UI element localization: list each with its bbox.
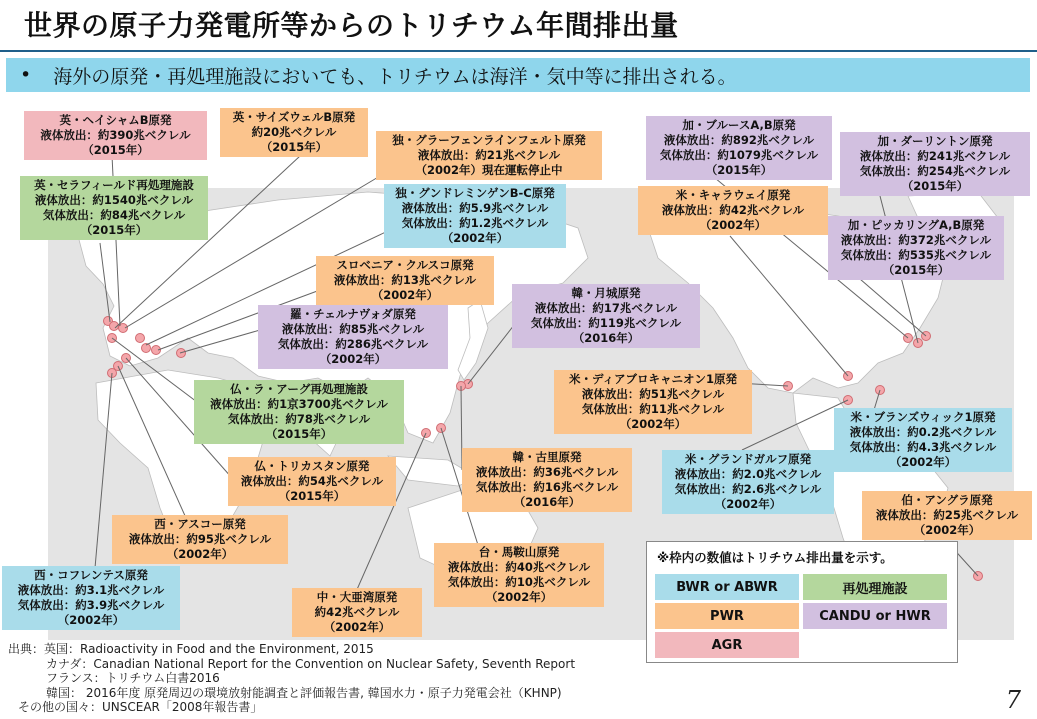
callout-title: 仏・トリカスタン原発	[254, 459, 370, 473]
marker-gundremmingen	[142, 344, 151, 353]
marker-tricastin	[122, 354, 131, 363]
marker-brunswick	[876, 386, 885, 395]
callout-year: （2002年）	[371, 288, 439, 302]
marker-bruce	[904, 334, 913, 343]
callout-year: （2002年）	[619, 417, 687, 431]
marker-cofrentes	[108, 369, 117, 378]
callout-line: 液体放出：約54兆ベクレル	[240, 474, 384, 488]
marker-pickering	[922, 332, 931, 341]
banner-text: 海外の原発・再処理施設においても、トリチウムは海洋・気中等に排出される。	[53, 65, 737, 88]
callout-line: 気体放出：約1079兆ベクレル	[659, 148, 819, 162]
legend-note: ※枠内の数値はトリチウム排出量を示す。	[657, 550, 893, 565]
callout-line: 約20兆ベクレル	[251, 125, 337, 139]
callout-title: 中・大亜湾原発	[316, 590, 398, 604]
callout-line: 気体放出：約254兆ベクレル	[859, 164, 1011, 178]
legend-pwr: PWR	[655, 603, 799, 629]
callout-year: （2015年）	[80, 223, 148, 237]
callout-line: 気体放出：約1.2兆ベクレル	[401, 216, 549, 230]
callout-title: 羅・チェルナヴォダ原発	[290, 307, 416, 321]
callout-title: 伯・アングラ原発	[901, 493, 993, 507]
callout-title: 米・ディアブロキャニオン1原発	[568, 372, 738, 386]
callout-maanshan	[434, 543, 604, 607]
marker-callaway	[844, 372, 853, 381]
callout-year: （2002年）	[166, 547, 234, 561]
callout-year: （2002年）	[319, 352, 387, 366]
page-title: 世界の原子力発電所等からのトリチウム年間排出量	[24, 9, 679, 42]
callout-krsko	[316, 256, 494, 305]
callout-line: 液体放出：約95兆ベクレル	[128, 532, 272, 546]
callout-kori	[462, 448, 632, 512]
callout-darlington	[840, 132, 1030, 196]
summary-banner	[6, 58, 1030, 92]
marker-heysham	[110, 322, 119, 331]
callout-title: 米・キャラウェイ原発	[675, 188, 791, 202]
callout-title: 英・ヘイシャムB原発	[59, 113, 172, 127]
legend	[646, 541, 958, 663]
callout-line: 液体放出：約13兆ベクレル	[333, 273, 477, 287]
callout-title: 加・ピッカリングA,B原発	[847, 218, 985, 232]
callout-line: 液体放出：約40兆ベクレル	[447, 560, 591, 574]
callout-daya	[292, 588, 422, 637]
marker-maanshan	[437, 424, 446, 433]
callout-sizewell	[220, 108, 368, 157]
callout-year: （2015年）	[260, 140, 328, 154]
legend-agr: AGR	[655, 632, 799, 658]
callout-line: 気体放出：約2.6兆ベクレル	[674, 482, 822, 496]
callout-gundremmingen	[384, 184, 566, 248]
callout-bruce	[646, 116, 832, 180]
callout-title: 英・セラフィールド再処理施設	[34, 178, 194, 192]
callout-line: 液体放出：約5.9兆ベクレル	[401, 201, 549, 215]
marker-cernavoda	[177, 349, 186, 358]
callout-year: （2002年）	[699, 218, 767, 232]
callout-title: 韓・月城原発	[571, 286, 641, 300]
callout-tricastin	[228, 457, 396, 506]
marker-grafenrheinfeld	[136, 334, 145, 343]
callout-line: 約42兆ベクレル	[314, 605, 400, 619]
callout-year: （2002年）	[485, 590, 553, 604]
callout-year: （2002年）	[714, 497, 782, 511]
callout-title: 西・アスコー原発	[154, 517, 246, 531]
callout-title: 米・ブランズウィック1原発	[850, 410, 996, 424]
callout-line: 気体放出：約10兆ベクレル	[447, 575, 591, 589]
callout-title: 西・コフレンテス原発	[34, 568, 148, 582]
source-line: フランス：トリチウム白書2016	[46, 671, 220, 685]
marker-darlington	[914, 339, 923, 348]
source-line: 韓国： 2016年度 原発周辺の環境放射能調査と評価報告書, 韓国水力・原子力発電会社（KHNP)	[46, 685, 562, 700]
callout-line: 液体放出：約2.0兆ベクレル	[674, 467, 822, 481]
callout-line: 気体放出：約78兆ベクレル	[227, 412, 371, 426]
callout-line: 気体放出：約119兆ベクレル	[530, 316, 682, 330]
callout-callaway	[638, 186, 828, 235]
callout-line: 気体放出：約3.9兆ベクレル	[17, 598, 165, 612]
callout-year: （2015年）	[265, 427, 333, 441]
callout-line: 液体放出：約0.2兆ベクレル	[849, 425, 997, 439]
callout-title: 韓・古里原発	[512, 450, 582, 464]
callout-line: 気体放出：約535兆ベクレル	[840, 248, 992, 262]
callout-line: 液体放出：約21兆ベクレル	[417, 148, 561, 162]
callout-title: 独・グラーフェンラインフェルト原発	[392, 133, 586, 147]
callout-title: スロベニア・クルスコ原発	[336, 258, 474, 272]
callout-line: 液体放出：約51兆ベクレル	[581, 387, 725, 401]
callout-diablo	[554, 370, 752, 434]
legend-bwr: BWR or ABWR	[655, 574, 799, 600]
callout-title: 加・ダーリントン原発	[877, 134, 993, 148]
title-divider	[0, 50, 1037, 52]
callout-line: 液体放出：約241兆ベクレル	[859, 149, 1011, 163]
callout-line: 気体放出：約4.3兆ベクレル	[849, 440, 997, 454]
callout-year: （2002年）	[323, 620, 391, 634]
source-line: 出典：英国：Radioactivity in Food and the Environment, 2015	[8, 642, 374, 656]
callout-line: 液体放出：約372兆ベクレル	[840, 233, 992, 247]
callout-pickering	[828, 216, 1004, 280]
marker-grandgulf	[844, 396, 853, 405]
callout-line: 液体放出：約1540兆ベクレル	[34, 193, 194, 207]
marker-lahague	[108, 334, 117, 343]
callout-title: 英・サイズウェルB原発	[232, 110, 356, 124]
source-line: その他の国々：UNSCEAR「2008年報告書」	[18, 700, 263, 714]
legend-candu: CANDU or HWR	[803, 603, 947, 629]
callout-year: （2002年）	[913, 523, 981, 537]
callout-year: （2002年）	[889, 455, 957, 469]
callout-line: 気体放出：約84兆ベクレル	[42, 208, 186, 222]
callout-line: 液体放出：約42兆ベクレル	[661, 203, 805, 217]
callout-year: （2015年）	[705, 163, 773, 177]
callout-line: 気体放出：約16兆ベクレル	[475, 480, 619, 494]
callout-line: 気体放出：約286兆ベクレル	[277, 337, 429, 351]
callout-brunswick	[834, 408, 1012, 472]
callout-line: 気体放出：約11兆ベクレル	[581, 402, 725, 416]
callout-title: 仏・ラ・アーグ再処理施設	[230, 382, 368, 396]
marker-kori	[457, 382, 466, 391]
callout-grandgulf	[662, 450, 834, 514]
marker-sizewell	[119, 324, 128, 333]
callout-sellafield	[20, 176, 208, 240]
callout-line: 液体放出：約17兆ベクレル	[534, 301, 678, 315]
callout-line: 液体放出：約390兆ベクレル	[40, 128, 191, 142]
callout-asco	[112, 515, 288, 564]
callout-angra	[862, 491, 1032, 540]
callout-year: （2016年）	[572, 331, 640, 345]
callout-year: （2015年）	[82, 143, 149, 157]
source-line: カナダ：Canadian National Report for the Convention on Nuclear Safety, Seventh Report	[46, 656, 576, 671]
callout-year: （2002年）	[441, 231, 509, 245]
marker-krsko	[152, 346, 161, 355]
source-notes	[8, 642, 575, 715]
callout-year: （2002年）	[57, 613, 125, 627]
legend-reprocessing: 再処理施設	[803, 574, 947, 600]
callout-line: 液体放出：約85兆ベクレル	[281, 322, 425, 336]
page-number: 7	[1005, 686, 1021, 714]
callout-lahague	[194, 380, 404, 444]
callout-year: （2015年）	[882, 263, 950, 277]
callout-cofrentes	[2, 566, 180, 630]
bullet-icon: •	[20, 64, 32, 86]
callout-title: 独・グンドレミンゲンB-C原発	[395, 186, 555, 200]
callout-title: 加・ブルースA,B原発	[682, 118, 796, 132]
callout-year: （2002年）現在運転停止中	[415, 163, 563, 177]
marker-diablo	[784, 382, 793, 391]
callout-year: （2015年）	[901, 179, 969, 193]
callout-wolsong	[512, 284, 700, 348]
callout-title: 米・グランドガルフ原発	[684, 452, 812, 466]
marker-daya	[422, 429, 431, 438]
callout-line: 液体放出：約25兆ベクレル	[875, 508, 1019, 522]
callout-year: （2016年）	[513, 495, 581, 509]
callout-line: 液体放出：約36兆ベクレル	[475, 465, 619, 479]
marker-angra	[974, 572, 983, 581]
callout-year: （2015年）	[278, 489, 346, 503]
callout-title: 台・馬鞍山原発	[478, 545, 560, 559]
callout-grafenrheinfeld	[376, 131, 602, 180]
callout-heysham	[24, 111, 207, 160]
callout-line: 液体放出：約3.1兆ベクレル	[17, 583, 165, 597]
callout-line: 液体放出：約892兆ベクレル	[663, 133, 815, 147]
callout-line: 液体放出：約1京3700兆ベクレル	[210, 397, 388, 411]
callout-cernavoda	[258, 305, 448, 369]
